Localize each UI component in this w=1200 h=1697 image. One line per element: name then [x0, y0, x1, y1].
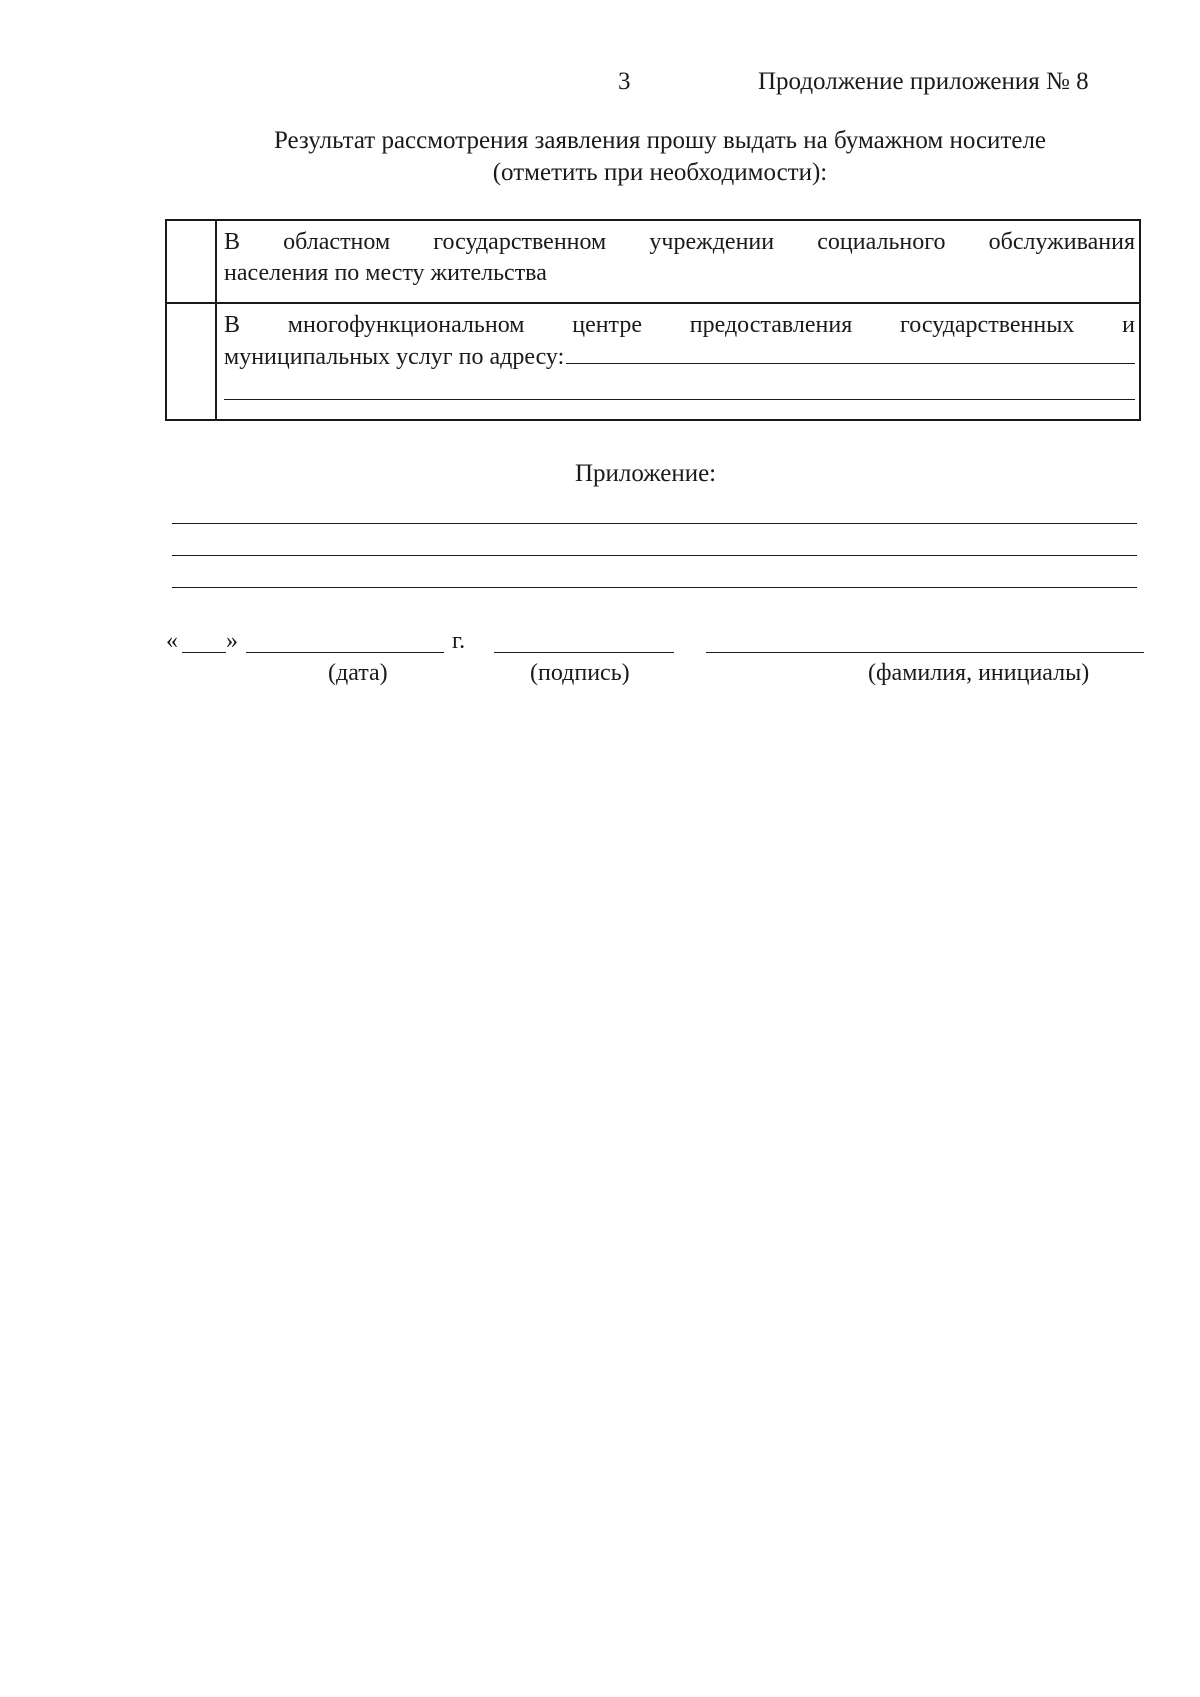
address-line	[224, 341, 1135, 373]
intro-line-2: (отметить при необходимости):	[492, 159, 828, 186]
option-checkbox-mfc[interactable]	[166, 303, 216, 420]
option-line-2: муниципальных услуг по адресу:	[224, 344, 565, 370]
option-text-social-service	[216, 220, 1140, 303]
attachment-line-1[interactable]	[172, 523, 1137, 524]
option-line-1: В многофункциональном центре предоставления государственных и	[224, 312, 1135, 338]
date-close-quote: »	[226, 628, 238, 654]
name-caption: (фамилия, инициалы)	[868, 660, 1090, 686]
attachment-label: Приложение:	[575, 460, 717, 487]
day-field[interactable]	[182, 652, 226, 653]
signature-caption: (подпись)	[530, 660, 630, 686]
intro-line-1: Результат рассмотрения заявления прошу выдать на бумажном носителе	[273, 127, 1047, 154]
date-field[interactable]	[246, 652, 444, 653]
date-open-quote: «	[166, 628, 178, 654]
attachment-line-2[interactable]	[172, 555, 1137, 556]
year-suffix: г.	[452, 628, 466, 654]
option-checkbox-social-service[interactable]	[166, 220, 216, 303]
intro-text	[160, 125, 1160, 189]
page-number: 3	[618, 68, 631, 95]
name-field[interactable]	[706, 652, 1144, 653]
address-field[interactable]	[566, 341, 1135, 364]
header-title: Продолжение приложения № 8	[758, 68, 1089, 95]
option-text-mfc	[216, 303, 1140, 420]
option-row-mfc	[166, 303, 1140, 420]
date-caption: (дата)	[328, 660, 388, 686]
address-field-continuation[interactable]	[224, 375, 1135, 400]
delivery-options-table	[165, 219, 1141, 421]
option-line-2: населения по месту жительства	[224, 260, 547, 286]
option-row-social-service	[166, 220, 1140, 303]
attachment-line-3[interactable]	[172, 587, 1137, 588]
option-line-1: В областном государственном учреждении социального обслуживания	[224, 229, 1135, 255]
signature-field[interactable]	[494, 652, 674, 653]
